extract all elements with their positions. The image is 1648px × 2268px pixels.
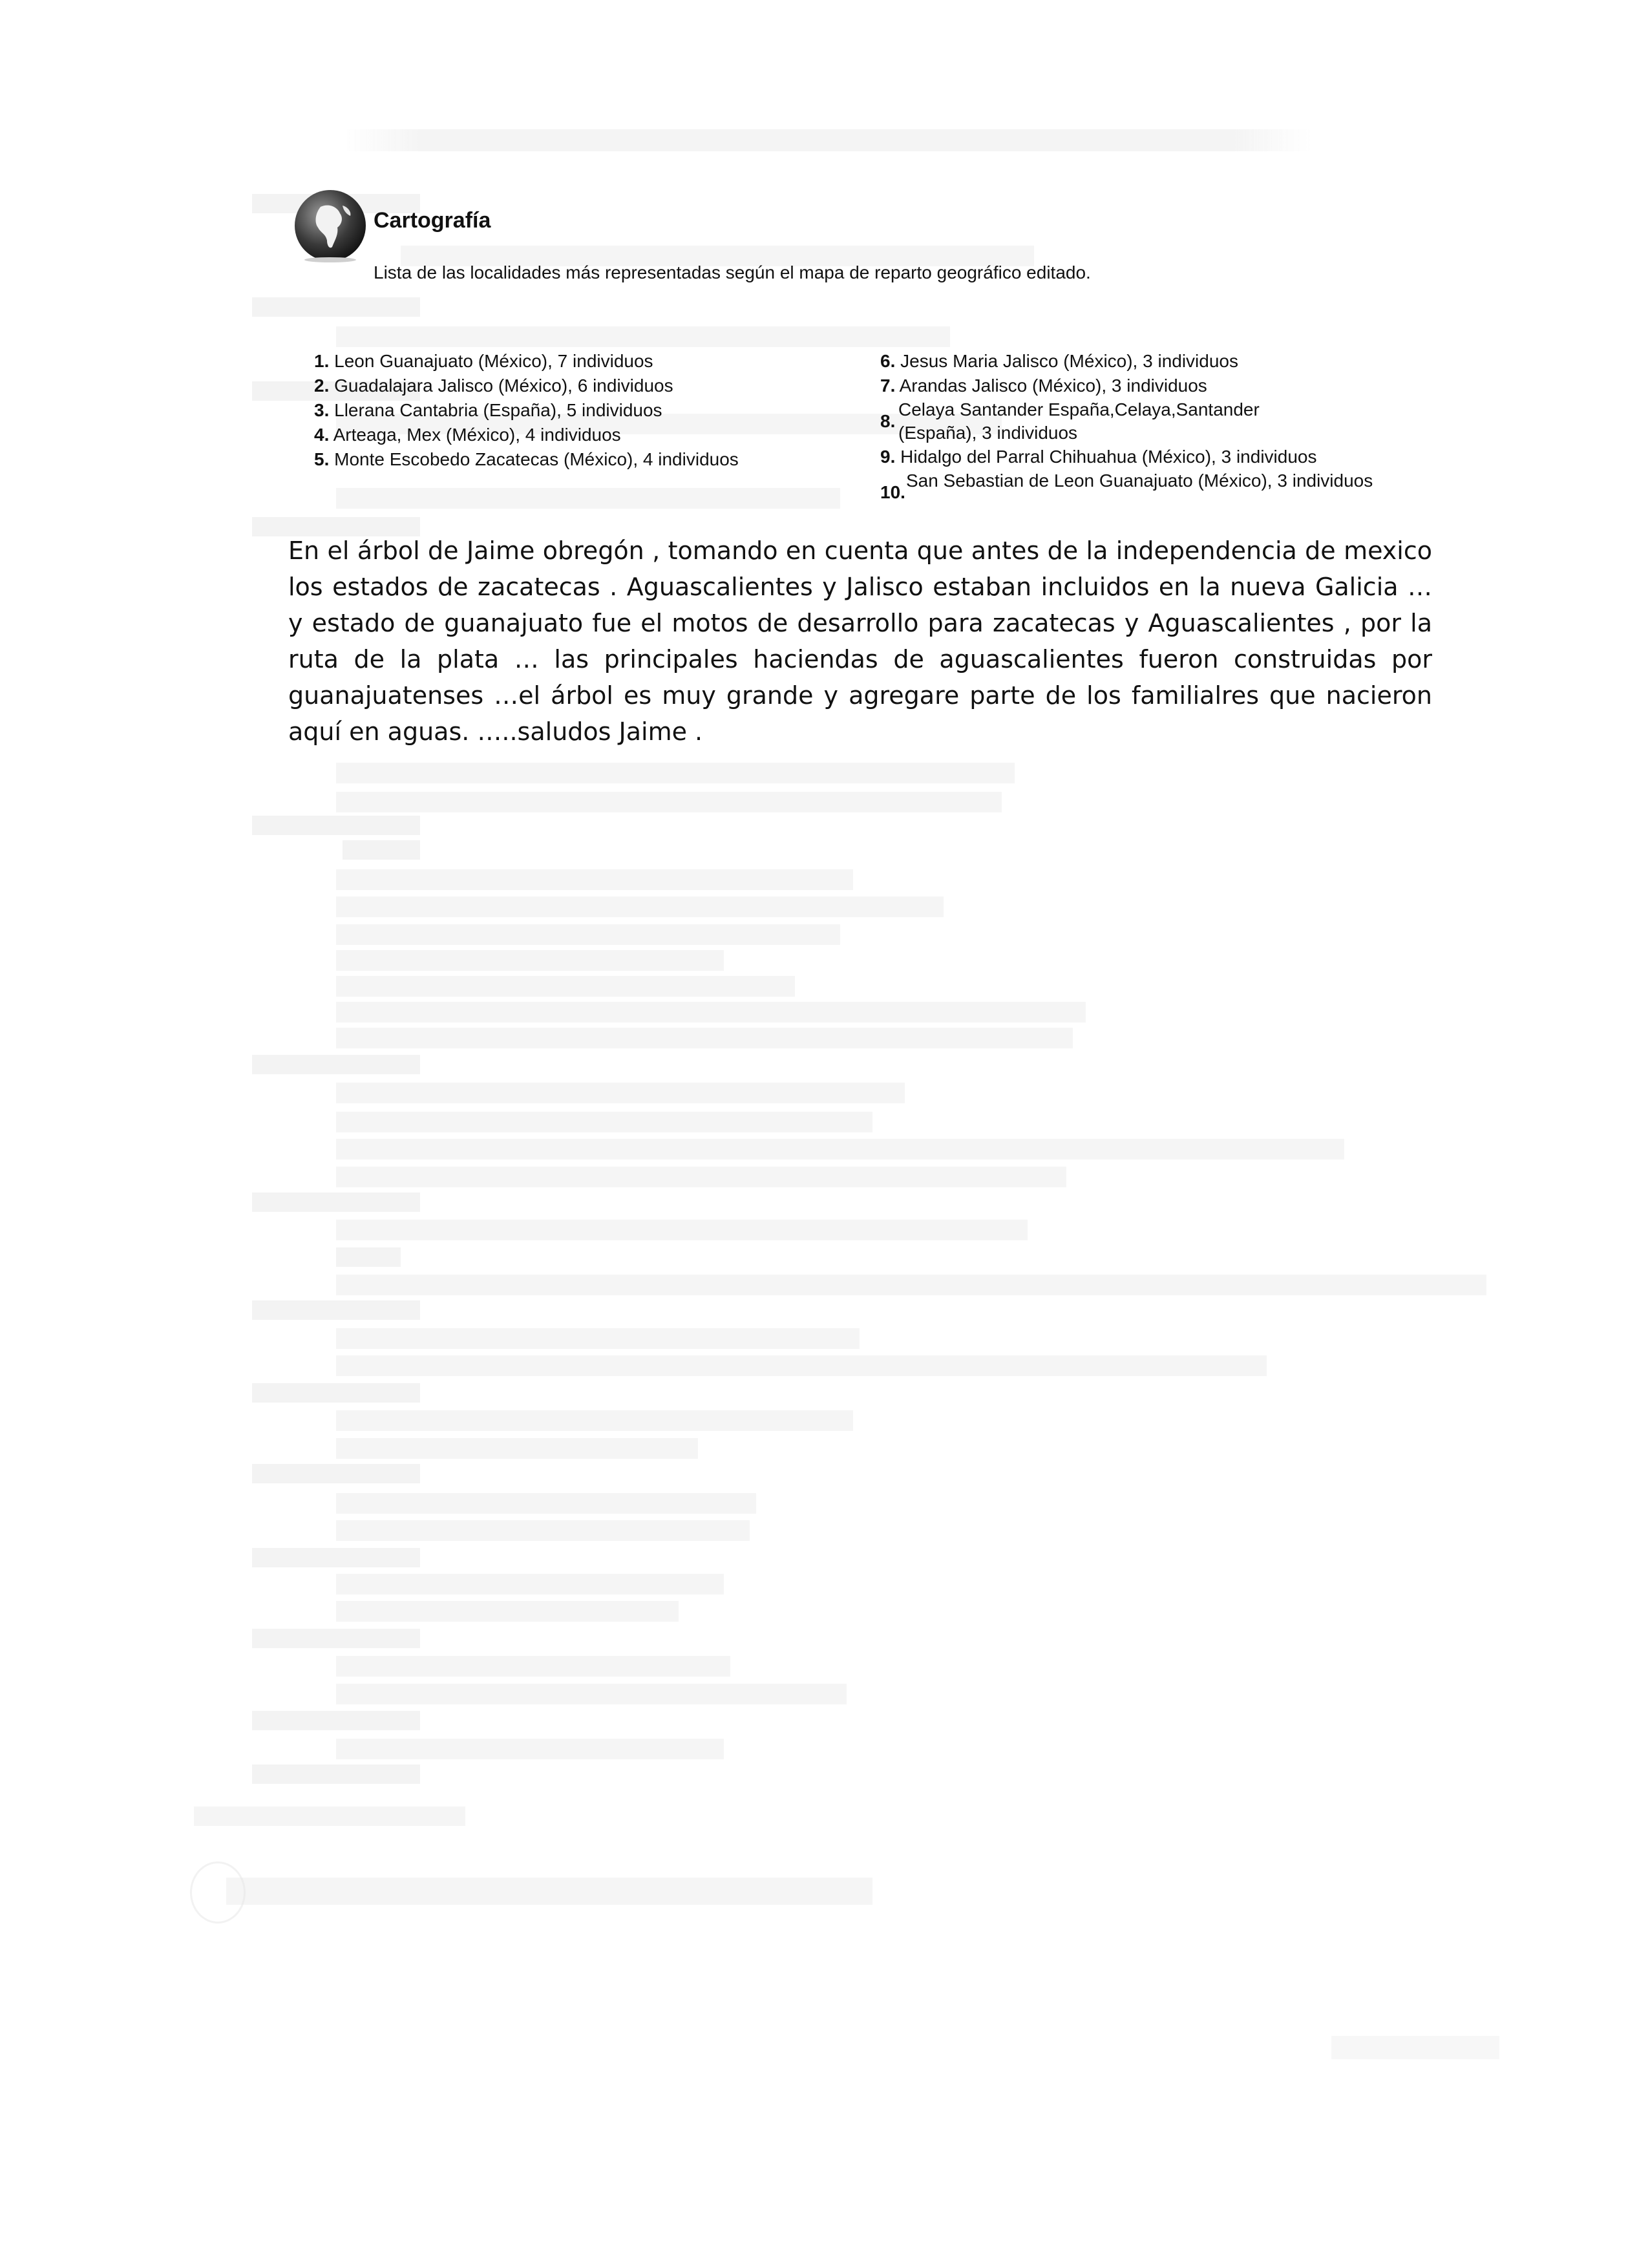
locality-item	[314, 423, 739, 447]
locality-number: 2.	[314, 376, 330, 396]
locality-item	[880, 469, 1397, 502]
section-title: Cartografía	[374, 208, 491, 233]
localities-list-right	[880, 349, 1462, 502]
locality-number: 8.	[880, 411, 896, 431]
locality-text: Monte Escobedo Zacatecas (México), 4 individuos	[334, 449, 739, 469]
locality-text: Hidalgo del Parral Chihuahua (México), 3 individuos	[900, 447, 1317, 467]
locality-item	[880, 398, 1260, 445]
locality-text: Arteaga, Mex (México), 4 individuos	[333, 425, 621, 445]
handwritten-style-note-paragraph: En el árbol de Jaime obregón , tomando en cuenta que antes de la independencia de mexico los estados de zacatecas . Aguascalientes y Jalisco estaban incluidos en la nueva Galicia … y estado de guanajuato fue el motos de desarrollo para zacatecas y Aguascalientes , por la ruta de la plata … las principales haciendas de aguascalientes fueron construidas por guanajuatenses …el árbol es muy grande y agregare parte de los familialres que nacieron aquí en aguas. …..saludos Jaime .	[288, 536, 1432, 746]
locality-text: Arandas Jalisco (México), 3 individuos	[899, 376, 1207, 396]
locality-item	[314, 447, 739, 472]
locality-text: San Sebastian de Leon Guanajuato (México), 3 individuos	[906, 471, 1373, 491]
locality-item	[880, 445, 1462, 469]
locality-number: 10.	[880, 482, 905, 502]
locality-item	[880, 374, 1462, 398]
locality-number: 9.	[880, 447, 896, 467]
locality-number: 1.	[314, 351, 330, 371]
locality-text: Guadalajara Jalisco (México), 6 individuos	[334, 376, 673, 396]
locality-item	[314, 374, 739, 398]
locality-number: 5.	[314, 449, 330, 469]
locality-item	[314, 349, 739, 374]
locality-text: Celaya Santander España,Celaya,Santander (España), 3 individuos	[898, 399, 1260, 443]
locality-number: 6.	[880, 351, 896, 371]
locality-item	[314, 398, 739, 423]
locality-item	[880, 349, 1462, 374]
locality-number: 7.	[880, 376, 896, 396]
locality-text: Llerana Cantabria (España), 5 individuos	[334, 400, 662, 420]
locality-text: Leon Guanajuato (México), 7 individuos	[334, 351, 653, 371]
localities-list-left	[314, 349, 739, 472]
locality-number: 4.	[314, 425, 330, 445]
locality-number: 3.	[314, 400, 330, 420]
globe-icon	[292, 187, 368, 264]
section-subtitle: Lista de las localidades más representadas según el mapa de reparto geográfico editado.	[374, 262, 1091, 282]
locality-text: Jesus Maria Jalisco (México), 3 individuos	[900, 351, 1238, 371]
